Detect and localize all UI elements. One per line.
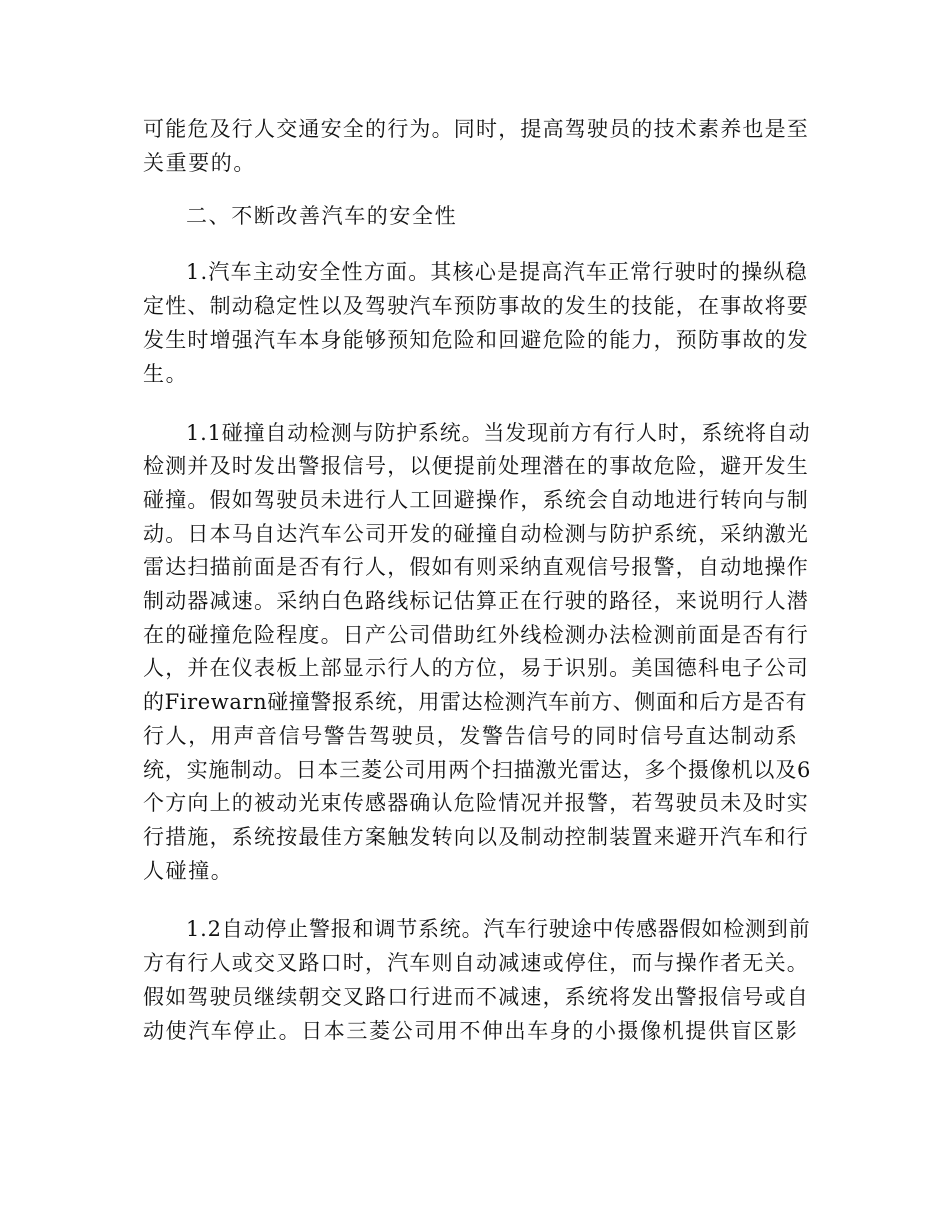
text-line: 方有行人或交叉路口时，汽车则自动减速或停住，而与操作者无关。 [143, 951, 809, 975]
text-line: 碰撞。假如驾驶员未进行人工回避操作，系统会自动地进行转向与制 [143, 488, 809, 512]
text-line: 行措施，系统按最佳方案触发转向以及制动控制装置来避开汽车和行 [143, 825, 809, 849]
text-line: 统，实施制动。日本三菱公司用两个扫描激光雷达，多个摄像机以及6 [143, 758, 812, 782]
text-line: 在的碰撞危险程度。日产公司借助红外线检测办法检测前面是否有行 [143, 623, 809, 647]
text-line: 定性、制动稳定性以及驾驶汽车预防事故的发生的技能，在事故将要 [143, 294, 809, 318]
text-line: 动。日本马自达汽车公司开发的碰撞自动检测与防护系统，采纳激光 [143, 522, 809, 546]
text-line: 检测并及时发出警报信号，以便提前处理潜在的事故危险，避开发生 [143, 454, 809, 478]
text-line: 可能危及行人交通安全的行为。同时，提高驾驶员的技术素养也是至 [143, 117, 809, 141]
text-line: 人，并在仪表板上部显示行人的方位，易于识别。美国德科电子公司 [143, 656, 809, 680]
text-line: 关重要的。 [143, 151, 256, 175]
text-line: 动使汽车停止。日本三菱公司用不伸出车身的小摄像机提供盲区影 [143, 1019, 799, 1043]
text-line: 1.1碰撞自动检测与防护系统。当发现前方有行人时，系统将自动 [186, 421, 811, 445]
text-line: 雷达扫描前面是否有行人，假如有则采纳直观信号报警，自动地操作 [143, 555, 809, 579]
text-line: 行人，用声音信号警告驾驶员，发警告信号的同时信号直达制动系 [143, 724, 799, 748]
text-line: 1.汽车主动安全性方面。其核心是提高汽车正常行驶时的操纵稳 [186, 260, 808, 284]
text-line: 1.2自动停止警报和调节系统。汽车行驶途中传感器假如检测到前 [186, 917, 811, 941]
text-line: 生。 [143, 362, 189, 386]
section-heading: 二、不断改善汽车的安全性 [186, 204, 458, 228]
text-line: 制动器减速。采纳白色路线标记估算正在行驶的路径，来说明行人潜 [143, 589, 809, 613]
text-line: 发生时增强汽车本身能够预知危险和回避危险的能力，预防事故的发 [143, 328, 809, 352]
text-line: 人碰撞。 [143, 859, 234, 883]
text-line: 假如驾驶员继续朝交叉路口行进而不减速，系统将发出警报信号或自 [143, 985, 809, 1009]
text-line: 个方向上的被动光束传感器确认危险情况并报警，若驾驶员未及时实 [143, 791, 809, 815]
text-line: 的Firewarn碰撞警报系统，用雷达检测汽车前方、侧面和后方是否有 [143, 690, 808, 714]
